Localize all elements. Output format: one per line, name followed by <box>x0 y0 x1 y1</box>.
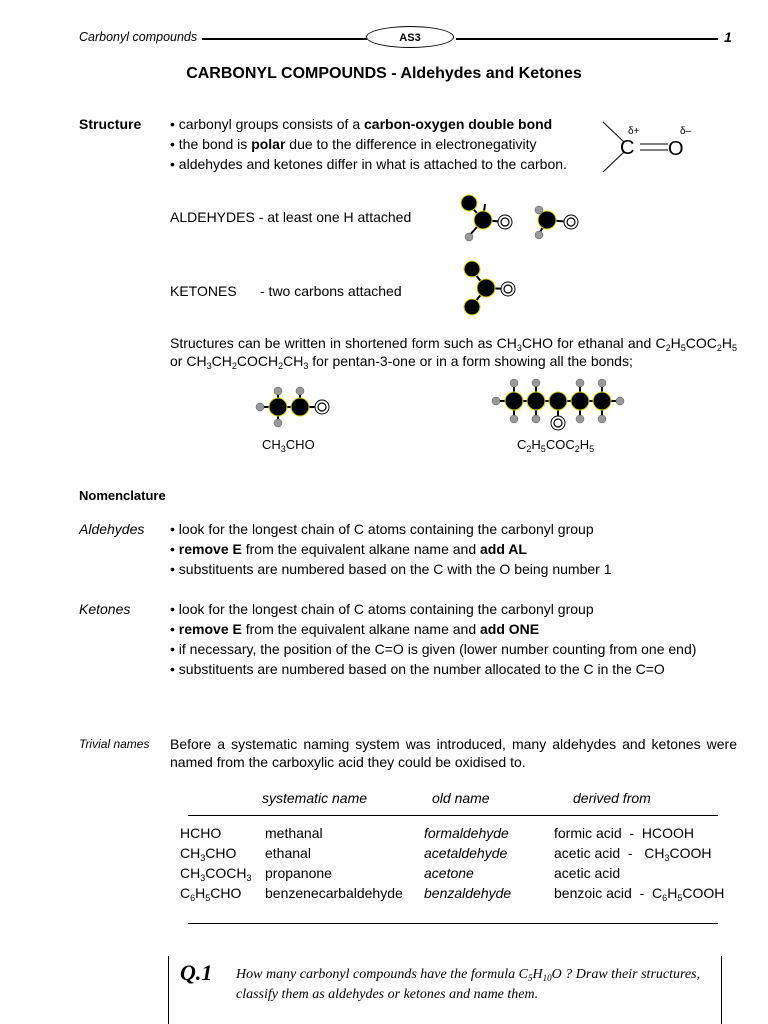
bullet-bold: add AL <box>480 541 527 557</box>
derived-cell: acetic acid - $CH_3COOH$ <box>554 845 712 863</box>
ketones-nomenclature-label: Ketones <box>79 601 131 617</box>
structure-bullet-1 <box>170 114 567 134</box>
page-number: 1 <box>724 29 732 45</box>
ketones-desc: - two carbons attached <box>260 283 402 299</box>
bullet-bold: remove E <box>178 541 242 557</box>
bullet-bold: carbon-oxygen double bond <box>364 116 553 132</box>
bullet-text: the bond is <box>178 136 252 152</box>
trivial-intro: Before a systematic naming system was introduced, many aldehydes and ketones were named from the carboxylic acid they could be oxidised to. <box>170 736 737 770</box>
aldehydes-line: ALDEHYDES - at least one H attached <box>170 209 412 225</box>
ket-bullet-4: • substituents are numbered based on the number allocated to the C in the C=O <box>170 659 696 679</box>
formula-cell: $CH_3COCH_3$ <box>180 865 252 883</box>
carbon-symbol: C <box>620 137 635 159</box>
header-title: Carbonyl compounds <box>79 30 198 44</box>
systematic-cell: propanone <box>265 865 332 881</box>
delta-minus: δ– <box>680 126 692 137</box>
question-text-part: How many carbonyl compounds have the formula C <box>236 967 529 982</box>
ket-bullet-1: • look for the longest chain of C atoms containing the carbonyl group <box>170 599 696 619</box>
formula-cell: $CH_3CHO$ <box>180 845 237 863</box>
bullet-text: from the equivalent alkane name and <box>241 541 480 557</box>
derived-cell: formic acid - HCOOH <box>554 825 695 841</box>
formula-cell: $C_6H_5CHO$ <box>180 885 242 903</box>
trivial-label: Trivial names <box>79 737 150 751</box>
table-row <box>180 863 724 883</box>
aldehydes-bullets <box>170 519 612 579</box>
bullet-text: from the equivalent alkane name and <box>241 621 480 637</box>
structure-bullet-2 <box>170 134 567 154</box>
structure-bullet-3: • aldehydes and ketones differ in what is attached to the carbon. <box>170 154 567 174</box>
old-name-cell: benzaldehyde <box>424 885 512 901</box>
derived-cell: benzoic acid - $C_6H_5COOH$ <box>554 885 725 903</box>
bullet-text: due to the difference in electronegativity <box>285 136 537 152</box>
question-text-part: O ? Draw their structures, classify them as aldehydes or ketones and name them. <box>236 967 701 1002</box>
shortened-form-paragraph: Structures can be written in shortened form such as $CH_3CHO$ for ethanal and $C_2H_5COC_2H_5$ or $CH_3CH_2COCH_2CH_3$ for pentan-3-one or in a form showing all the bonds; <box>170 335 737 371</box>
ethanal-caption: $CH_3CHO$ <box>262 437 315 454</box>
old-name-cell: acetaldehyde <box>424 845 508 861</box>
page-title: CARBONYL COMPOUNDS - Aldehydes and Ketones <box>186 65 582 82</box>
old-name-cell: formaldehyde <box>424 825 509 841</box>
bullet-bold: add ONE <box>480 621 540 637</box>
table-top-rule <box>188 815 718 816</box>
trivial-names-table <box>180 823 724 903</box>
col-header-old: old name <box>432 790 490 806</box>
ket-bullet-2 <box>170 619 696 639</box>
structure-bullets <box>170 114 567 174</box>
table-row <box>180 823 724 843</box>
para-text: Structures can be written in shortened form such as CH <box>170 335 517 351</box>
old-name-cell: acetone <box>424 865 474 881</box>
pentanone-full-model-icon <box>488 375 628 435</box>
question-text: How many carbonyl compounds have the formula $C_5H_{10}O$ ? Draw their structures, classify them as aldehydes or ketones and name them. <box>236 967 701 1002</box>
structure-label: Structure <box>79 116 142 132</box>
aldehydes-label: Aldehydes <box>79 521 145 537</box>
table-row <box>180 883 724 903</box>
derived-cell: acetic acid <box>554 865 621 881</box>
col-header-systematic: systematic name <box>262 790 368 806</box>
header-rule-right <box>456 38 718 40</box>
nomenclature-heading: Nomenclature <box>79 488 166 503</box>
bullet-bold: remove E <box>178 621 242 637</box>
ald-bullet-1: • look for the longest chain of C atoms containing the carbonyl group <box>170 519 612 539</box>
oxygen-symbol: O <box>668 138 684 160</box>
pentanone-caption: $C_2H_5COC_2H_5$ <box>517 437 595 454</box>
carbonyl-polarity-diagram <box>598 118 708 178</box>
ket-bullet-3: • if necessary, the position of the C=O is given (lower number counting from one end) <box>170 639 696 659</box>
table-bottom-rule <box>188 923 718 924</box>
question-number: Q.1 <box>180 960 213 985</box>
ethanal-model-icon <box>535 206 578 239</box>
aldehyde-models <box>455 190 595 250</box>
ketones-label: KETONES <box>170 283 237 299</box>
table-row <box>180 843 724 863</box>
formula-cell: HCHO <box>180 825 222 841</box>
systematic-cell: ethanal <box>265 845 311 861</box>
header-badge: AS3 <box>366 26 454 48</box>
ald-bullet-3: • substituents are numbered based on the C with the O being number 1 <box>170 559 612 579</box>
propanone-model-icon <box>458 258 528 320</box>
col-header-derived: derived from <box>573 790 651 806</box>
bullet-bold: polar <box>251 136 286 152</box>
ethanal-full-model-icon <box>250 385 340 430</box>
systematic-cell: methanal <box>265 825 323 841</box>
delta-plus: δ+ <box>628 126 640 137</box>
ald-bullet-2 <box>170 539 612 559</box>
header-rule-left <box>202 38 367 40</box>
propanal-model-icon <box>461 195 512 241</box>
ketones-bullets <box>170 599 696 679</box>
systematic-cell: benzenecarbaldehyde <box>265 885 403 901</box>
bullet-text: carbonyl groups consists of a <box>178 116 365 132</box>
